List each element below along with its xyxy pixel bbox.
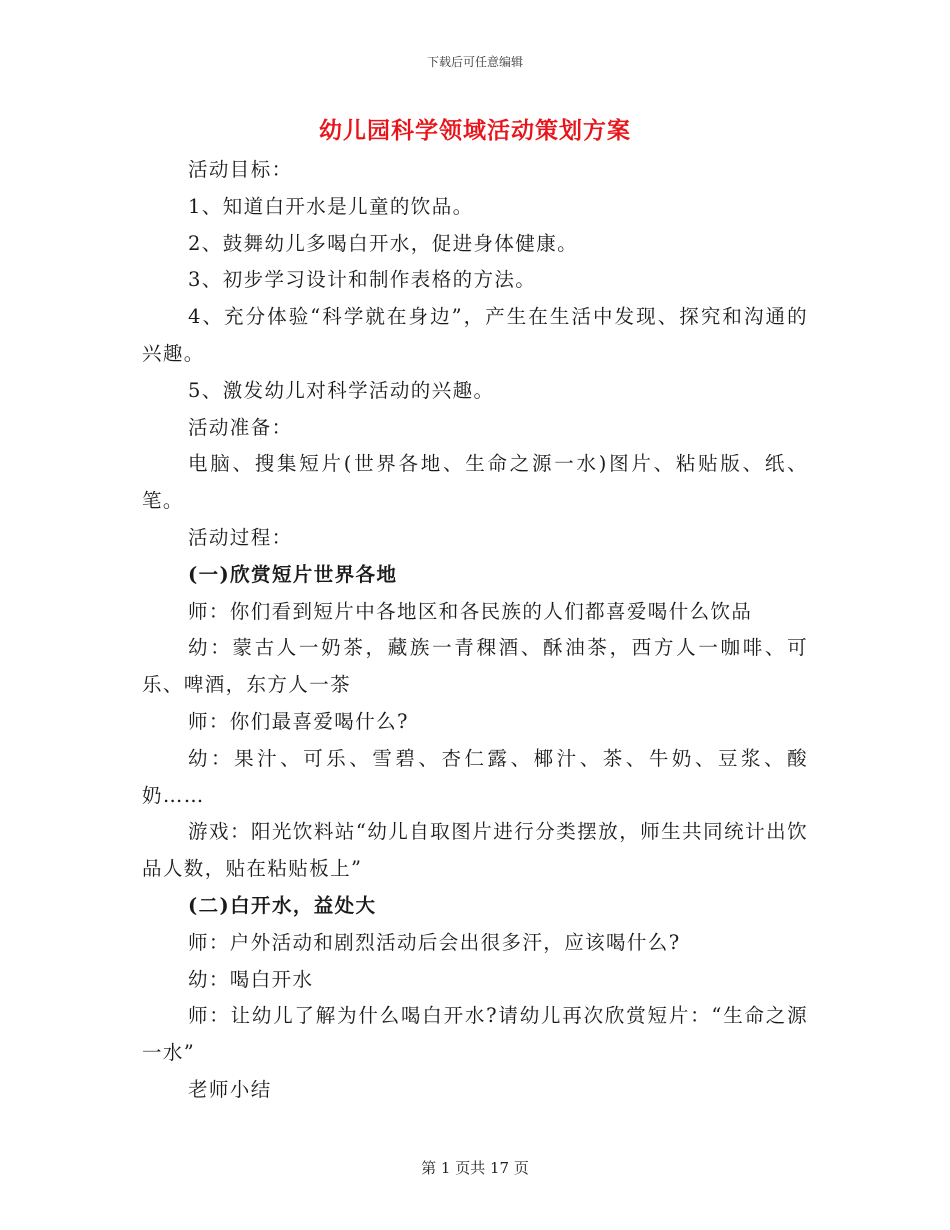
- paragraph: 5、激发幼儿对科学活动的兴趣。: [188, 378, 495, 402]
- document-body: [142, 152, 808, 1109]
- paragraph: 2、鼓舞幼儿多喝白开水，促进身体健康。: [188, 231, 579, 255]
- paragraph: 师：让幼儿了解为什么喝白开水?请幼儿再次欣赏短片：“生命之源一水”: [142, 1004, 808, 1065]
- page-footer: 第 1 页共 17 页: [421, 1159, 529, 1177]
- paragraph: 1、知道白开水是儿童的饮品。: [188, 194, 474, 218]
- section-heading: (二)白开水，益处大: [188, 893, 377, 917]
- paragraph: 师：你们最喜爱喝什么?: [188, 709, 409, 733]
- section-heading: (一)欣赏短片世界各地: [188, 562, 398, 586]
- paragraph: 电脑、搜集短片(世界各地、生命之源一水)图片、粘贴版、纸、笔。: [142, 452, 808, 513]
- paragraph: 活动准备：: [188, 415, 293, 439]
- paragraph: 活动目标：: [188, 158, 293, 181]
- paragraph: 3、初步学习设计和制作表格的方法。: [188, 268, 537, 292]
- paragraph: 活动过程：: [188, 525, 293, 549]
- paragraph: 师：户外活动和剧烈活动后会出很多汗，应该喝什么?: [188, 930, 681, 954]
- paragraph: 老师小结: [188, 1077, 272, 1101]
- document-title: 幼儿园科学领域活动策划方案: [319, 117, 631, 144]
- paragraph: 4、充分体验“科学就在身边”，产生在生活中发现、探究和沟通的兴趣。: [142, 305, 808, 365]
- paragraph: 幼：蒙古人一奶茶，藏族一青稞酒、酥油茶，西方人一咖啡、可乐、啤酒，东方人一茶: [142, 636, 808, 697]
- paragraph: 师：你们看到短片中各地区和各民族的人们都喜爱喝什么饮品: [188, 599, 753, 623]
- header-note: 下载后可任意编辑: [426, 55, 523, 69]
- paragraph: 幼：喝白开水: [188, 967, 314, 991]
- paragraph: 游戏：阳光饮料站“幼儿自取图片进行分类摆放，师生共同统计出饮品人数，贴在粘贴板上”: [142, 820, 808, 881]
- paragraph: 幼：果汁、可乐、雪碧、杏仁露、椰汁、茶、牛奶、豆浆、酸奶……: [142, 746, 808, 807]
